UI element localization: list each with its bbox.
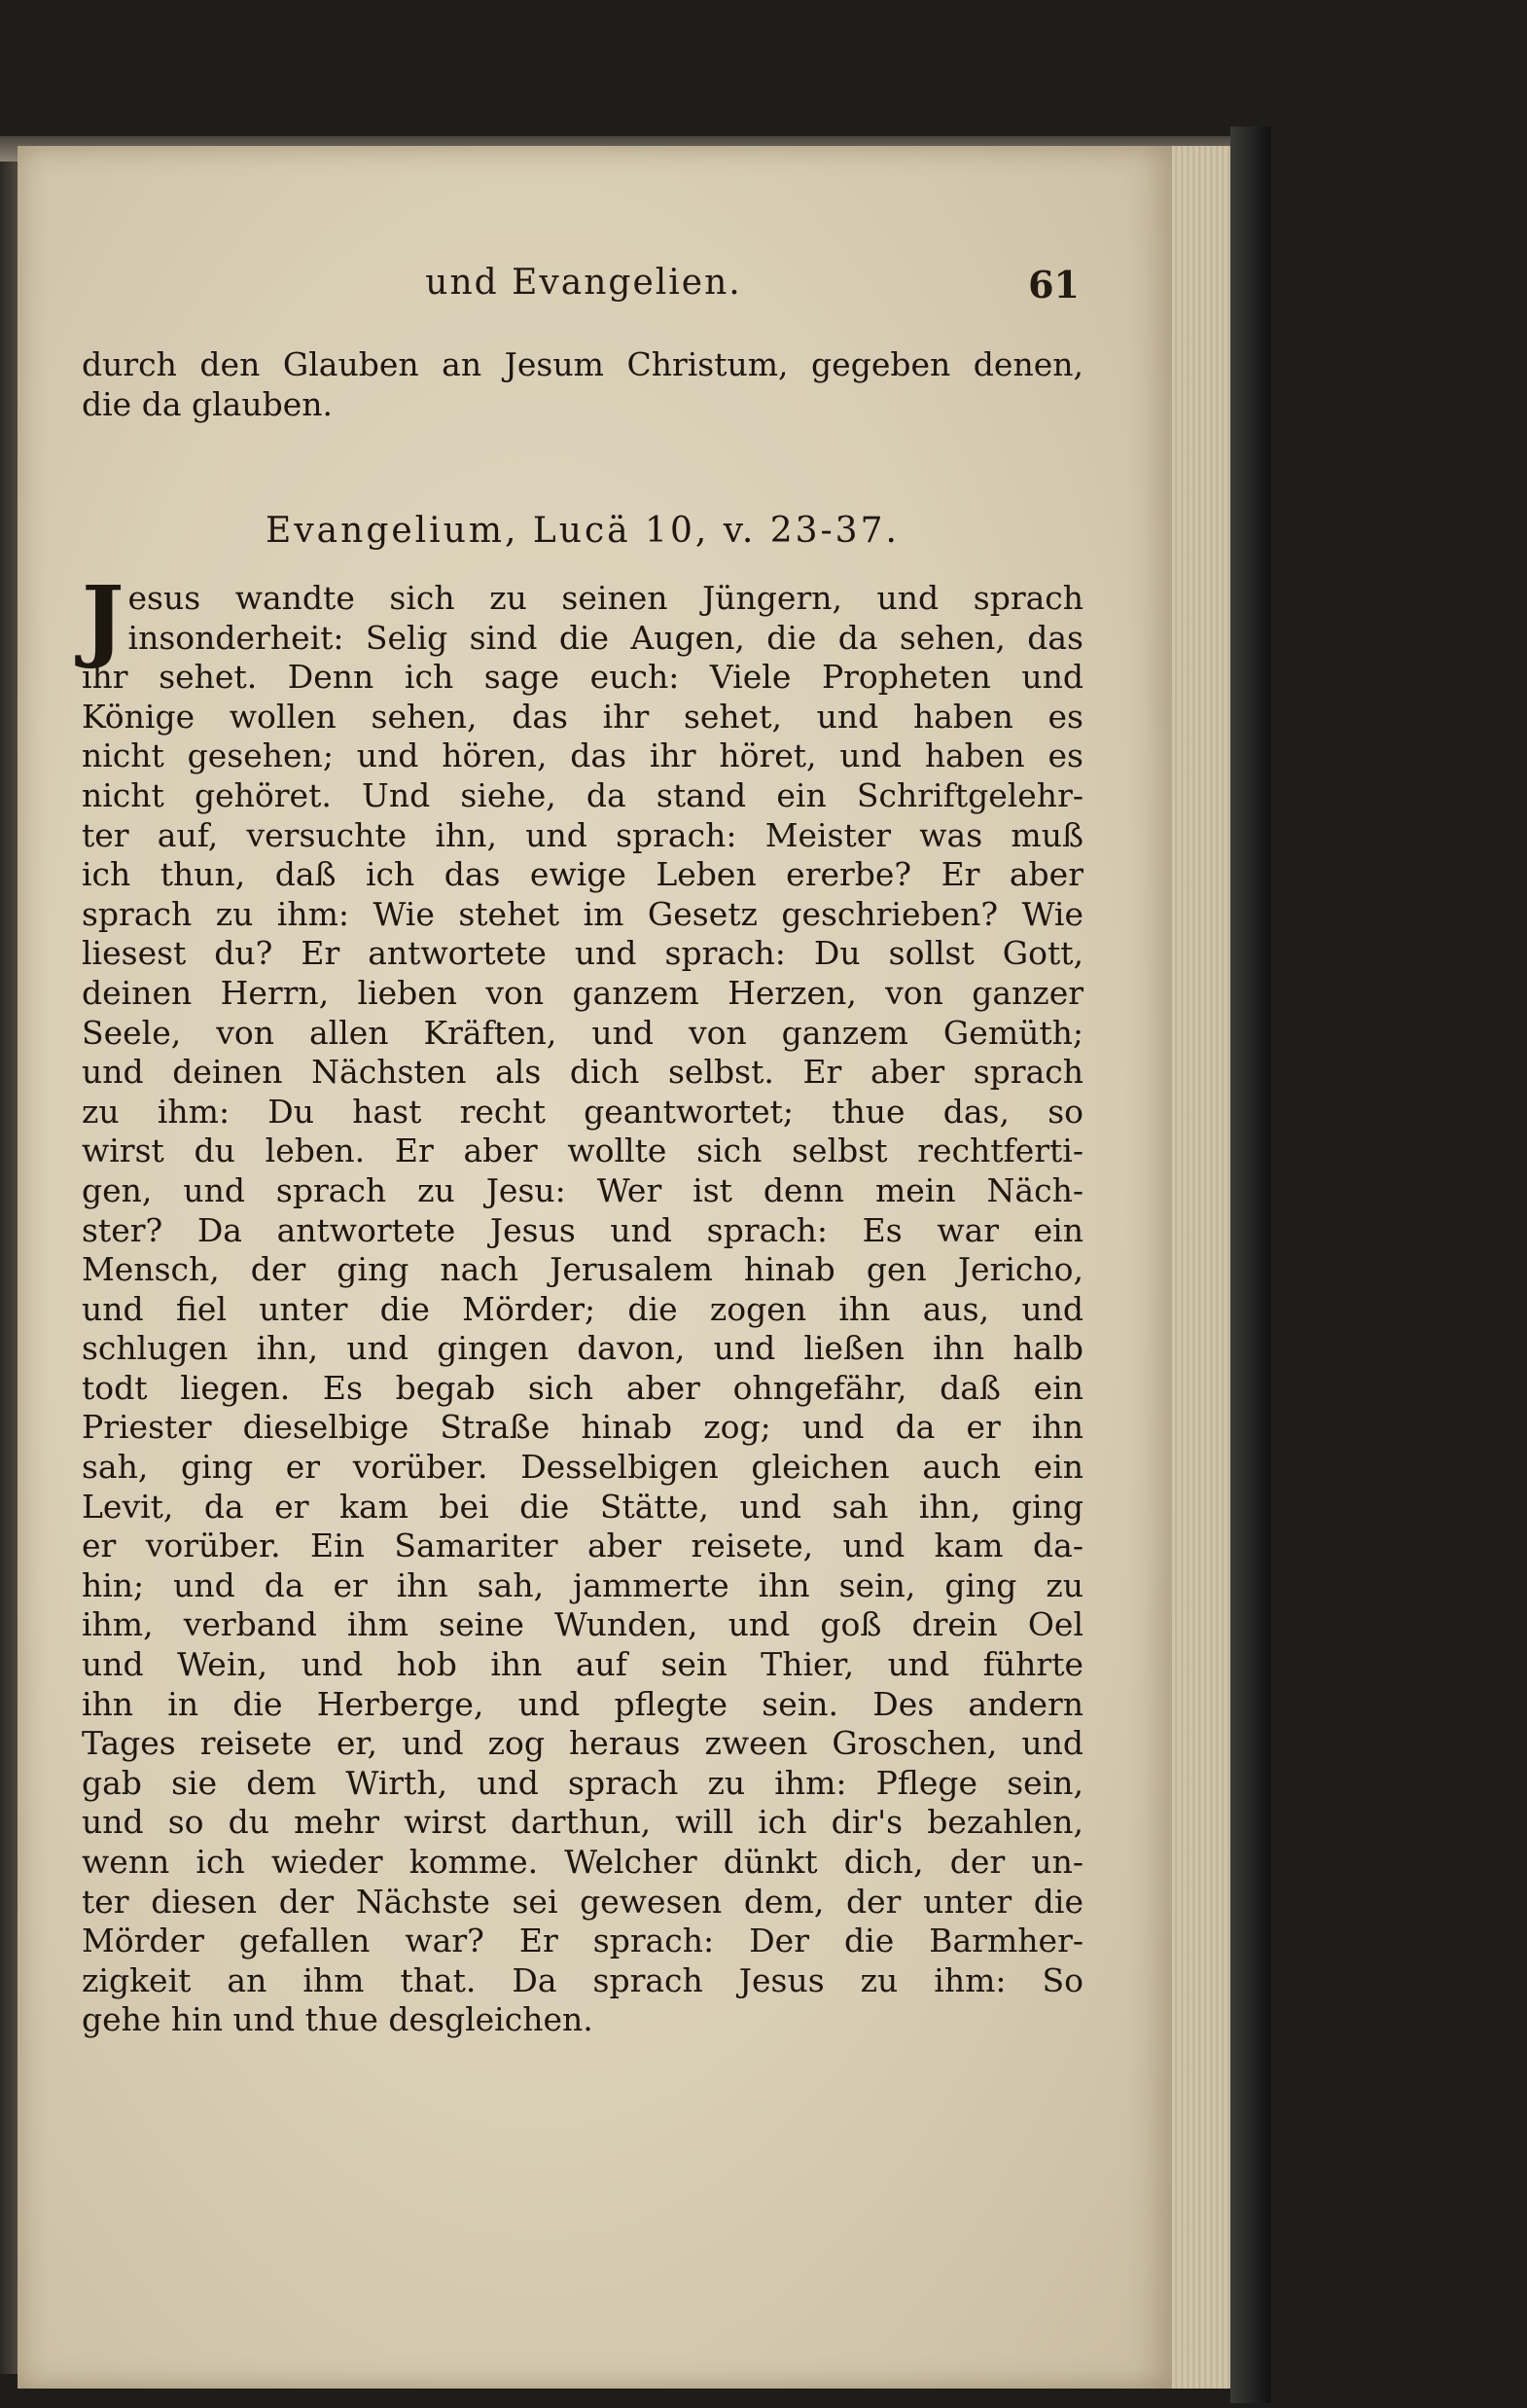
drop-initial: J <box>82 566 124 671</box>
text-line: er vorüber. Ein Samariter aber reisete, und kam da- <box>82 1527 1083 1565</box>
gospel-text <box>82 566 1083 2040</box>
text-line: hin; und da er ihn sah, jammerte ihn sein, ging zu <box>82 1565 1083 1604</box>
page-stack-edge <box>1172 146 1230 2389</box>
running-title: und Evangelien. <box>425 263 742 303</box>
text-line: und so du mehr wirst darthun, will ich dir's bezahlen, <box>82 1803 1083 1842</box>
text-line: Tages reisete er, und zog heraus zween Groschen, und <box>82 1724 1083 1763</box>
text-line: wenn ich wieder komme. Welcher dünkt dich, der un- <box>82 1843 1083 1881</box>
text-line: todt liegen. Es begab sich aber ohngefähr, daß ein <box>82 1368 1083 1407</box>
text-line: zu ihm: Du hast recht geantwortet; thue das, so <box>82 1092 1083 1131</box>
text-line: sprach zu ihm: Wie stehet im Gesetz geschrieben? Wie <box>82 894 1083 933</box>
text-line: deinen Herrn, lieben von ganzem Herzen, von ganzer <box>82 973 1083 1012</box>
text-line: liesest du? Er antwortete und sprach: Du sollst Gott, <box>82 934 1083 973</box>
text-line: Mensch, der ging nach Jerusalem hinab gen Jericho, <box>82 1250 1083 1289</box>
text-line: ihr sehet. Denn ich sage euch: Viele Propheten und <box>82 658 1083 697</box>
text-line: zigkeit an ihm that. Da sprach Jesus zu ihm: So <box>82 1960 1083 1999</box>
book-cover-right <box>1230 126 1271 2403</box>
text-line: wirst du leben. Er aber wollte sich selbst rechtferti- <box>82 1132 1083 1170</box>
text-line: ihm, verband ihm seine Wunden, und goß drein Oel <box>82 1605 1083 1644</box>
text-line: Priester dieselbige Straße hinab zog; und da er ihn <box>82 1408 1083 1447</box>
page-number: 61 <box>1028 263 1080 306</box>
text-line: Seele, von allen Kräften, und von ganzem Gemüth; <box>82 1013 1083 1052</box>
text-line: gen, und sprach zu Jesu: Wer ist denn mein Näch- <box>82 1170 1083 1209</box>
text-line: und deinen Nächsten als dich selbst. Er aber sprach <box>82 1053 1083 1092</box>
text-line: Könige wollen sehen, das ihr sehet, und haben es <box>82 697 1083 736</box>
text-line: schlugen ihn, und gingen davon, und ließen ihn halb <box>82 1329 1083 1368</box>
text-line: und fiel unter die Mörder; die zogen ihn aus, und <box>82 1289 1083 1328</box>
intro-line: durch den Glauben an Jesum Christum, gegeben denen, <box>82 345 1083 383</box>
text-line: insonderheit: Selig sind die Augen, die da sehen, das <box>127 618 1083 657</box>
text-line: ich thun, daß ich das ewige Leben ererbe? Er aber <box>82 855 1083 894</box>
text-line: ihn in die Herberge, und pflegte sein. Des andern <box>82 1684 1083 1723</box>
text-line: gehe hin und thue desgleichen. <box>82 2000 593 2039</box>
running-head <box>88 263 1080 321</box>
section-heading: Evangelium, Lucä 10, v. 23-37. <box>266 511 900 551</box>
text-line: und Wein, und hob ihn auf sein Thier, und führte <box>82 1645 1083 1684</box>
text-line: Levit, da er kam bei die Stätte, und sah ihn, ging <box>82 1487 1083 1526</box>
text-line: ter diesen der Nächste sei gewesen dem, der unter die <box>82 1882 1083 1921</box>
text-line: ter auf, versuchte ihn, und sprach: Meister was muß <box>82 815 1083 854</box>
text-line: ster? Da antwortete Jesus und sprach: Es war ein <box>82 1210 1083 1249</box>
text-line: nicht gesehen; und hören, das ihr höret, und haben es <box>82 737 1083 775</box>
text-line: sah, ging er vorüber. Desselbigen gleichen auch ein <box>82 1448 1083 1487</box>
text-line: Mörder gefallen war? Er sprach: Der die Barmher- <box>82 1922 1083 1960</box>
intro-line: die da glauben. <box>82 384 333 423</box>
text-line: nicht gehöret. Und siehe, da stand ein Schriftgelehr- <box>82 775 1083 814</box>
text-line: gab sie dem Wirth, und sprach zu ihm: Pflege sein, <box>82 1763 1083 1802</box>
intro-paragraph <box>82 345 1083 424</box>
text-line: esus wandte sich zu seinen Jüngern, und sprach <box>127 579 1083 617</box>
